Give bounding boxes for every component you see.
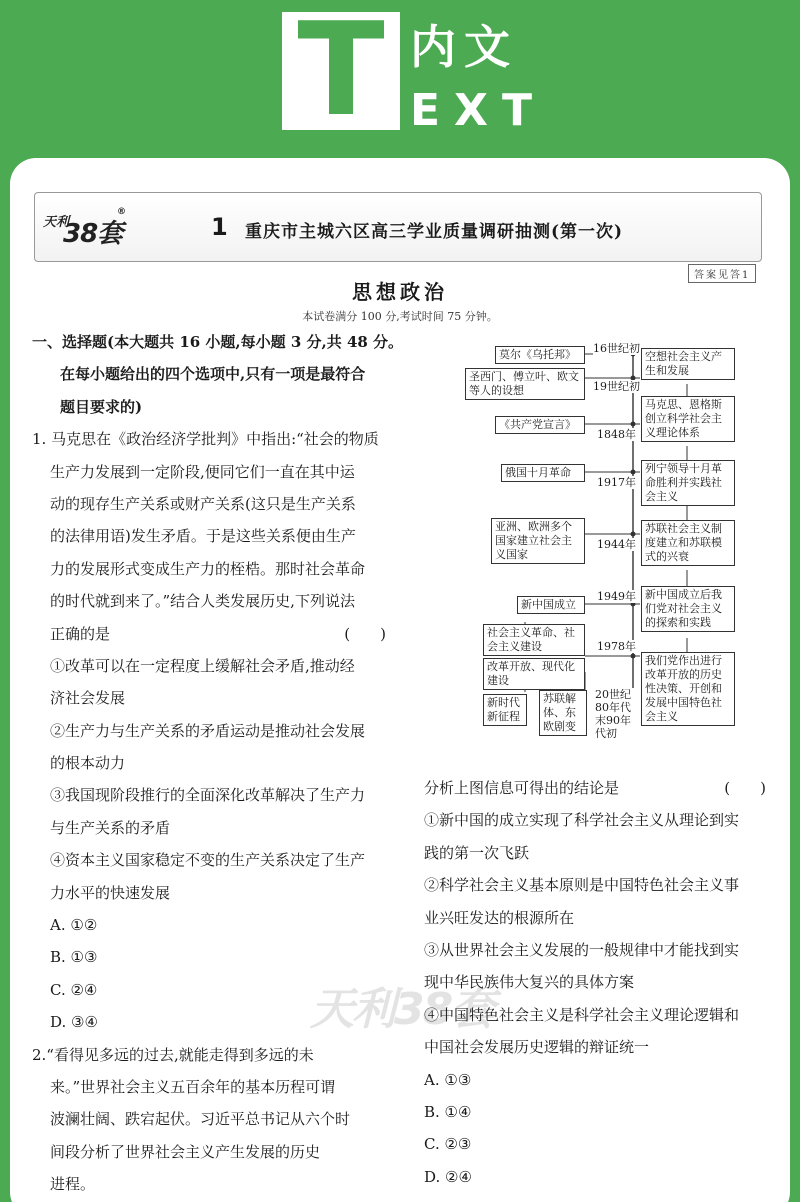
answer-reference-tag: 答案见答1 (688, 264, 756, 283)
logo-big: 38套 (63, 219, 123, 249)
text-line-content: ②科学社会主义基本原则是中国特色社会主义事 (424, 876, 740, 895)
text-line-content: 波澜壮阔、跌宕起伏。习近平总书记从六个时 (50, 1110, 351, 1129)
text-line-content: 中国社会发展历史逻辑的辩证统一 (424, 1038, 650, 1057)
text-line (32, 1136, 394, 1168)
text-line-content: B. ①③ (50, 948, 98, 967)
text-line (424, 772, 774, 804)
text-line (424, 999, 774, 1031)
text-line-content: A. ①② (50, 916, 98, 935)
subject-title: 思想政治 (352, 280, 448, 304)
text-line (32, 650, 394, 682)
exam-number: 1 (211, 213, 228, 241)
text-line (32, 844, 394, 876)
answer-blank: ( ) (724, 779, 766, 797)
text-line (32, 747, 394, 779)
text-line (32, 682, 394, 714)
text-line-content: 间段分析了世界社会主义产生发展的历史 (50, 1142, 321, 1161)
text-line (32, 553, 394, 585)
exam-paper (10, 158, 790, 1202)
text-line (424, 1096, 774, 1128)
text-line (424, 869, 774, 901)
timeline-box-utopian-socialism: 空想社会主义产生和发展 (641, 348, 735, 380)
text-line-content: 进程。 (50, 1175, 96, 1194)
timeline-box-soviet-collapse: 苏联解体、东欧剧变 (539, 690, 587, 736)
timeline-year-1848: 1848年 (597, 428, 636, 441)
timeline-box-socialist-construction: 社会主义革命、社会主义建设 (483, 624, 585, 656)
banner-t-letter: T (297, 0, 385, 145)
text-line (424, 966, 774, 998)
text-line (424, 1128, 774, 1160)
text-line-content: 业兴旺发达的根源所在 (424, 908, 575, 927)
timeline-year-1944: 1944年 (597, 538, 636, 551)
text-line (32, 391, 394, 423)
text-line-content: ①改革可以在一定程度上缓解社会矛盾,推动经 (50, 656, 355, 675)
text-line (424, 837, 774, 869)
text-line-content: ③从世界社会主义发展的一般规律中才能找到实 (424, 940, 740, 959)
text-line-content: 2.“看得见多远的过去,就能走得到多远的未 (32, 1045, 314, 1064)
text-line (32, 715, 394, 747)
text-line-content: ①新中国的成立实现了科学社会主义从理论到实 (424, 811, 740, 830)
text-line-content: D. ③④ (50, 1013, 98, 1032)
text-line (32, 877, 394, 909)
timeline-box-scientific-socialism: 马克思、恩格斯创立科学社会主义理论体系 (641, 396, 735, 442)
text-line-content: 1. 马克思在《政治经济学批判》中指出:“社会的物质 (32, 430, 379, 449)
exam-subtitle: 本试卷满分 100 分,考试时间 75 分钟。 (302, 310, 498, 323)
text-line (32, 1168, 394, 1200)
banner (0, 0, 800, 160)
text-line-content: 的时代就到来了。”结合人类发展历史,下列说法 (50, 592, 355, 611)
timeline-year-1949: 1949年 (597, 590, 636, 603)
text-line (32, 488, 394, 520)
text-line (32, 1006, 394, 1038)
timeline-box-new-china: 新中国成立 (517, 596, 585, 614)
text-line (424, 902, 774, 934)
timeline-box-chinese-socialism: 我们党作出进行改革开放的历史性决策、开创和发展中国特色社会主义 (641, 652, 735, 726)
banner-t-box (282, 0, 400, 145)
text-line-content: ②生产力与生产关系的矛盾运动是推动社会发展 (50, 721, 366, 740)
text-line-content: 的根本动力 (50, 754, 126, 773)
text-line (32, 812, 394, 844)
text-line-content: 践的第一次飞跃 (424, 843, 530, 862)
timeline-box-soviet-model: 苏联社会主义制度建立和苏联模式的兴衰 (641, 520, 735, 566)
exam-header (34, 192, 762, 262)
text-line (424, 1161, 774, 1193)
text-line-content: 的法律用语)发生矛盾。于是这些关系便由生产 (50, 527, 356, 546)
text-line (32, 456, 394, 488)
timeline-box-utopian-thinkers: 圣西门、傅立叶、欧文等人的设想 (465, 368, 585, 400)
text-line-content: 一、选择题(本大题共 16 小题,每小题 3 分,共 48 分。 (32, 333, 404, 351)
text-line-content: C. ②③ (424, 1135, 472, 1154)
logo-registered-mark: ® (117, 207, 126, 217)
timeline-year-19c: 19世纪初 (593, 380, 640, 393)
text-line-content: 来。”世界社会主义五百余年的基本历程可谓 (50, 1077, 336, 1096)
publisher-logo (43, 207, 126, 249)
text-line-content: 现中华民族伟大复兴的具体方案 (424, 973, 635, 992)
text-line-content: A. ①③ (424, 1070, 472, 1089)
text-line-content: 分析上图信息可得出的结论是 (424, 779, 620, 797)
timeline-box-new-era: 新时代新征程 (483, 694, 527, 726)
answer-blank: ( ) (344, 624, 386, 643)
timeline-year-1917: 1917年 (597, 476, 636, 489)
text-line-content: 生产力发展到一定阶段,便同它们一直在其中运 (50, 462, 355, 481)
text-line (424, 1031, 774, 1063)
text-line (32, 1039, 394, 1071)
text-line-content: 题目要求的) (60, 397, 143, 416)
timeline-box-socialist-states: 亚洲、欧洲多个国家建立社会主义国家 (491, 518, 585, 564)
timeline-box-party-exploration: 新中国成立后我们党对社会主义的探索和实践 (641, 586, 735, 632)
text-line (32, 423, 394, 455)
text-line (32, 520, 394, 552)
text-line (424, 804, 774, 836)
text-line (424, 1064, 774, 1096)
text-line (32, 1103, 394, 1135)
text-line-content: 正确的是 (50, 624, 111, 643)
timeline-year-late-1980s: 20世纪80年代末90年代初 (595, 688, 635, 740)
timeline-box-manifesto: 《共产党宣言》 (495, 416, 585, 434)
logo-brand: 天利 (43, 215, 70, 230)
text-line-content: 济社会发展 (50, 689, 126, 708)
timeline-diagram (469, 342, 775, 752)
text-line-content: D. ②④ (424, 1167, 472, 1186)
text-line (424, 934, 774, 966)
right-column (424, 772, 774, 1193)
text-line (32, 358, 394, 390)
banner-english-title: EXT (410, 85, 546, 136)
timeline-box-utopia: 莫尔《乌托邦》 (495, 346, 585, 364)
text-line (32, 618, 394, 650)
timeline-box-lenin: 列宁领导十月革命胜利并实践社会主义 (641, 460, 735, 506)
timeline-box-reform-opening: 改革开放、现代化建设 (483, 658, 585, 690)
text-line (32, 909, 394, 941)
text-line (32, 779, 394, 811)
text-line-content: ④中国特色社会主义是科学社会主义理论逻辑和 (424, 1005, 740, 1024)
text-line-content: ③我国现阶段推行的全面深化改革解决了生产力 (50, 786, 366, 805)
text-line-content: 在每小题给出的四个选项中,只有一项是最符合 (60, 365, 366, 384)
exam-title: 重庆市主城六区高三学业质量调研抽测(第一次) (245, 222, 624, 242)
text-line (32, 941, 394, 973)
text-line-content: ④资本主义国家稳定不变的生产关系决定了生产 (50, 851, 366, 870)
text-line (32, 585, 394, 617)
timeline-year-16c: 16世纪初 (593, 342, 640, 355)
text-line-content: 动的现存生产关系或财产关系(这只是生产关系 (50, 494, 356, 513)
text-line-content: B. ①④ (424, 1102, 472, 1121)
timeline-box-october-revolution: 俄国十月革命 (501, 464, 585, 482)
text-line-content: 与生产关系的矛盾 (50, 818, 171, 837)
timeline-year-1978: 1978年 (597, 640, 636, 653)
text-line-content: C. ②④ (50, 980, 98, 999)
banner-chinese-title: 内文 (410, 20, 518, 74)
text-line-content: 力的发展形式变成生产力的桎梏。那时社会革命 (50, 559, 366, 578)
text-line (32, 974, 394, 1006)
text-line-content: 力水平的快速发展 (50, 883, 171, 902)
text-line (32, 1071, 394, 1103)
text-line (32, 326, 404, 358)
watermark-logo: 天利38套 (310, 984, 494, 1035)
